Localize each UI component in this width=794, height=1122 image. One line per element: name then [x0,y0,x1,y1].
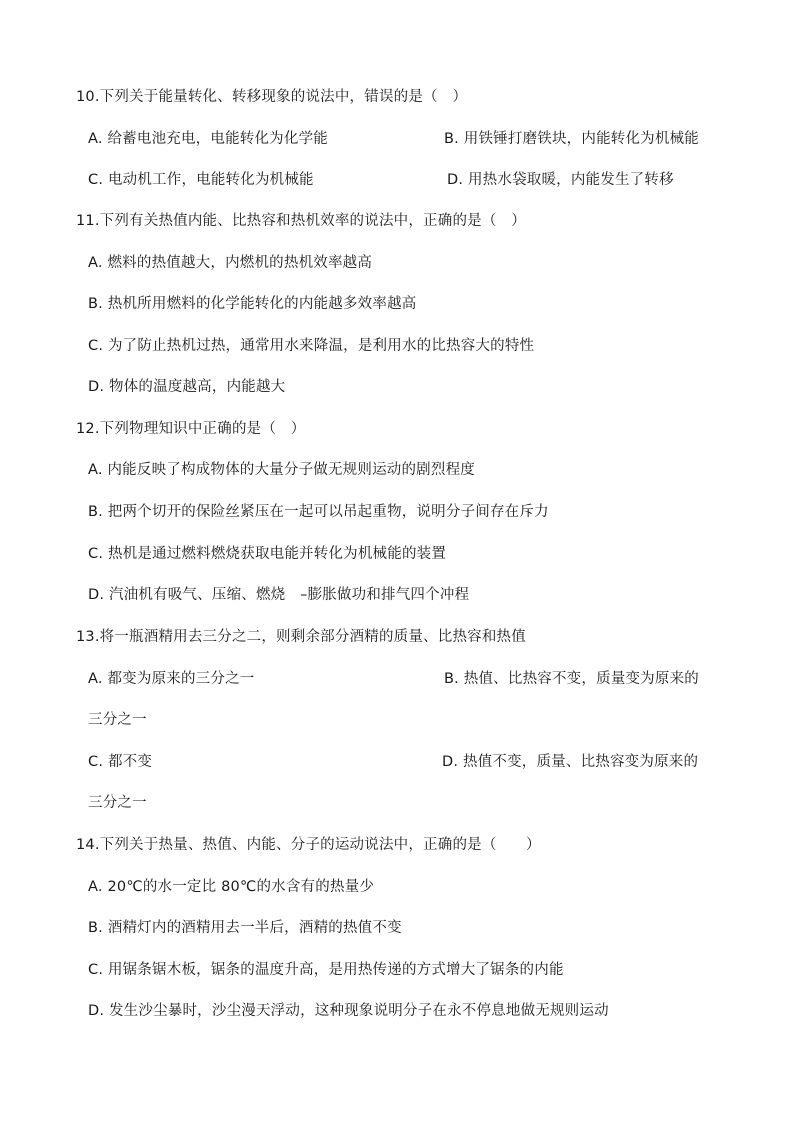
question-13-option-d: D. 热值不变，质量、比热容变为原来的 [442,754,699,770]
question-12-option-c: C. 热机是通过燃料燃烧获取电能并转化为机械能的装置 [88,546,447,562]
question-11-option-d: D. 物体的温度越高，内能越大 [88,379,286,395]
question-10-option-a: A. 给蓄电池充电，电能转化为化学能 [88,131,328,147]
question-10-stem: 10.下列关于能量转化、转移现象的说法中，错误的是（ ） [76,89,468,105]
question-11-stem: 11.下列有关热值内能、比热容和热机效率的说法中，正确的是（ ） [76,213,526,229]
question-12-option-a: A. 内能反映了构成物体的大量分子做无规则运动的剧烈程度 [88,462,475,478]
question-10-option-d: D. 用热水袋取暖，内能发生了转移 [447,172,674,188]
question-13-option-b: B. 热值、比热容不变，质量变为原来的 [444,671,699,687]
question-11-option-b: B. 热机所用燃料的化学能转化的内能越多效率越高 [88,296,417,312]
question-14-option-b: B. 酒精灯内的酒精用去一半后，酒精的热值不变 [88,920,402,936]
question-12-option-d: D. 汽油机有吸气、压缩、燃烧 –膨胀做功和排气四个冲程 [88,587,470,603]
question-13-option-b-continued: 三分之一 [88,712,147,728]
question-14-option-a: A. 20℃的水一定比 80℃的水含有的热量少 [88,879,375,895]
question-13-option-c: C. 都不变 [88,754,153,770]
question-12-option-b: B. 把两个切开的保险丝紧压在一起可以吊起重物，说明分子间存在斥力 [88,504,549,520]
question-13-stem: 13.将一瓶酒精用去三分之二，则剩余部分酒精的质量、比热容和热值 [76,629,526,645]
question-13-option-d-continued: 三分之一 [88,795,147,811]
question-11-option-a: A. 燃料的热值越大，内燃机的热机效率越高 [88,255,373,271]
question-14-option-c: C. 用锯条锯木板，锯条的温度升高，是用热传递的方式增大了锯条的内能 [88,962,564,978]
question-12-stem: 12.下列物理知识中正确的是（ ） [76,421,306,437]
question-14-option-d: D. 发生沙尘暴时，沙尘漫天浮动，这种现象说明分子在永不停息地做无规则运动 [88,1003,609,1019]
question-10-option-c: C. 电动机工作，电能转化为机械能 [88,172,314,188]
question-10-option-b: B. 用铁锤打磨铁块，内能转化为机械能 [444,131,699,147]
question-13-option-a: A. 都变为原来的三分之一 [88,671,255,687]
question-14-stem: 14.下列关于热量、热值、内能、分子的运动说法中，正确的是（ ） [76,837,541,853]
question-11-option-c: C. 为了防止热机过热，通常用水来降温，是利用水的比热容大的特性 [88,338,535,354]
